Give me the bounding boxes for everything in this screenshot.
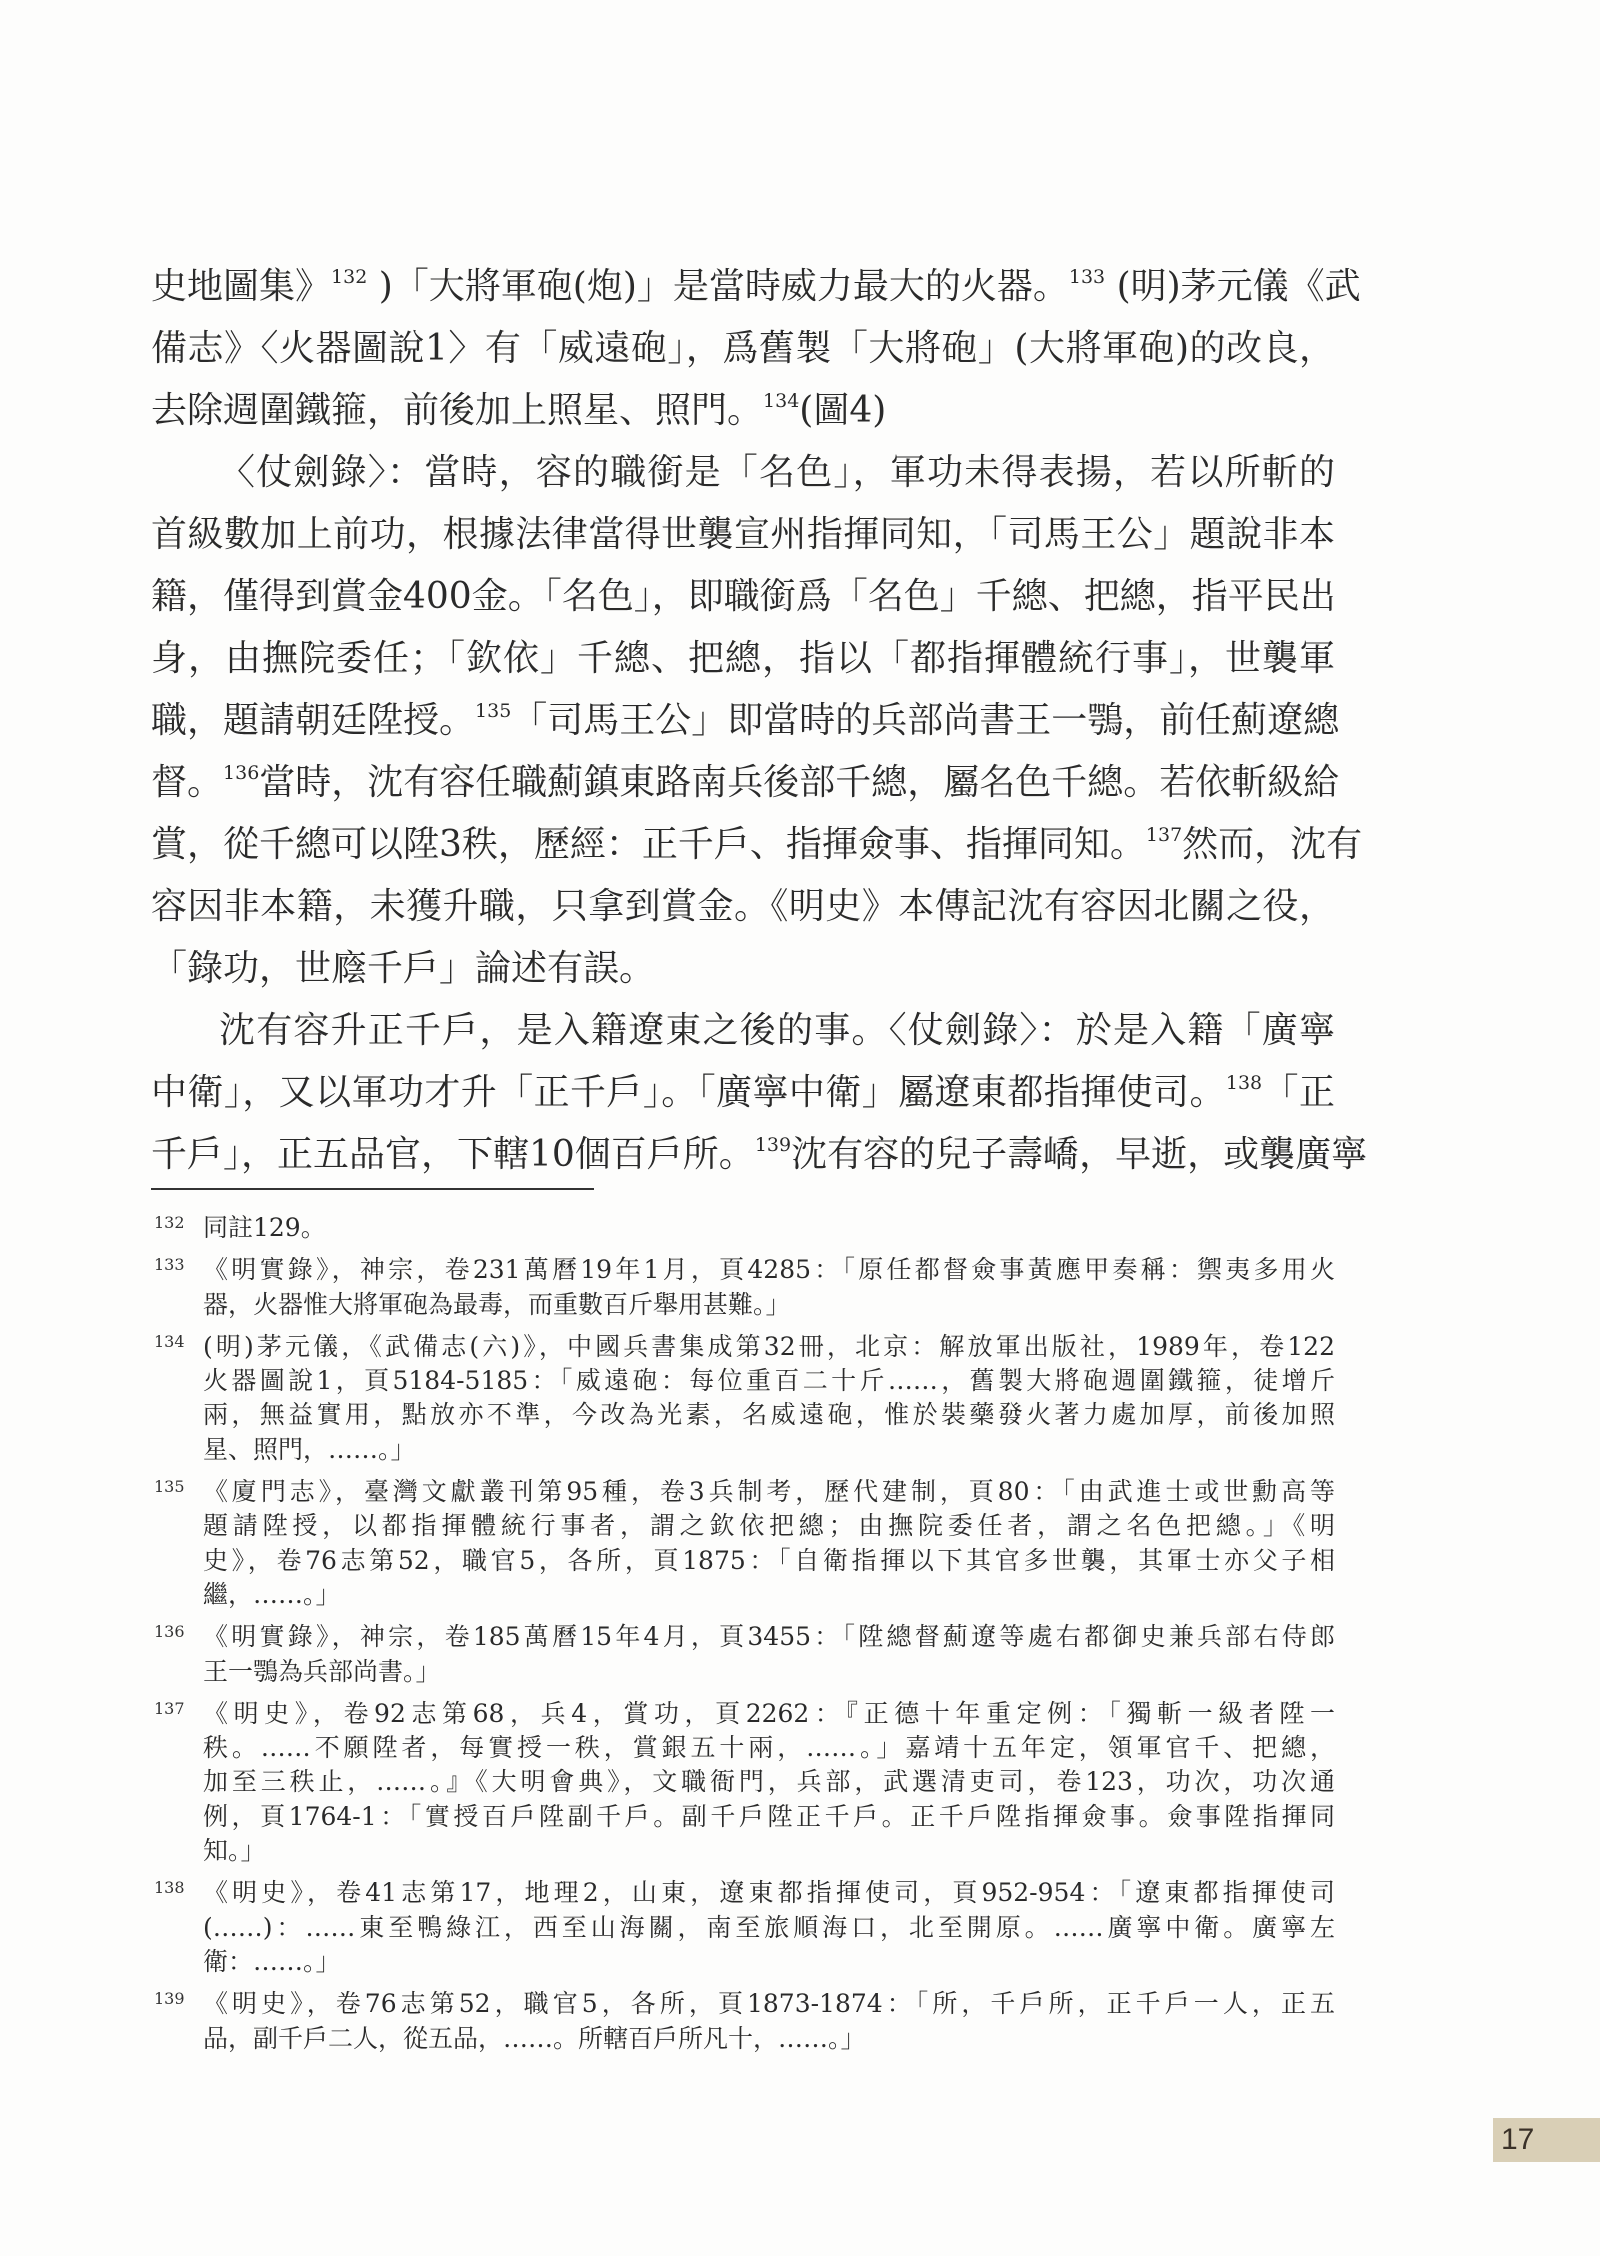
paragraph-line [151, 690, 1340, 752]
text-run: 首級數加上前功，根據法律當得世襲宣州指揮同知，「司馬王公」題說非本 [151, 514, 1335, 555]
text-run: 「正 [1262, 1072, 1335, 1113]
paragraph-line [151, 1000, 1335, 1062]
footnote [151, 1211, 1335, 1245]
footnote-number: 139 [154, 1989, 185, 2009]
footnote-ref: 134 [763, 390, 800, 412]
text-run: 容因非本籍，未獲升職，只拿到賞金。《明史》本傳記沈有容因北關之役， [151, 886, 1335, 927]
text-run: (圖4) [799, 390, 887, 431]
footnote-ref: 133 [1068, 266, 1106, 288]
footnote-line: (……)：……東至鴨綠江，西至山海關，南至旅順海口，北至開原。……廣寧中衛。廣寧左 [203, 1912, 1335, 1942]
footnote-line: 繼，……。」 [203, 1579, 341, 1609]
paragraph-line [151, 628, 1335, 690]
footnotes [151, 1211, 1335, 2064]
footnote-line: 《明史》，卷92志第68，兵4，賞功，頁2262：『正德十年重定例：「獨斬一級者陞一 [203, 1698, 1335, 1728]
footnote-line: 兩，無益實用，點放亦不準，今改為光素，名威遠砲，惟於裝藥發火著力處加厚，前後加照 [203, 1400, 1335, 1430]
footnote-line: 史》，卷76志第52，職官5，各所，頁1875：「自衛指揮以下其官多世襲，其軍士亦父子相 [203, 1545, 1335, 1575]
footnote-line: 同註129。 [203, 1213, 326, 1242]
text-run: 督。 [151, 762, 224, 803]
footnote [151, 1987, 1335, 2056]
footnote-line: 例，頁1764-1：「實授百戶陞副千戶。副千戶陞正千戶。正千戶陞指揮僉事。僉事陞指揮同 [203, 1801, 1335, 1831]
text-run: 賞，從千總可以陞3秩，歷經：正千戶、指揮僉事、指揮同知。 [151, 824, 1146, 865]
text-run: 然而，沈有 [1182, 824, 1363, 865]
footnote-number: 135 [154, 1477, 185, 1497]
text-run: (明)茅元儀《武 [1105, 266, 1361, 307]
paragraph-line [151, 566, 1335, 628]
text-run: 中衛」，又以軍功才升「正千戶」。「廣寧中衛」屬遼東都指揮使司。 [151, 1072, 1226, 1113]
paragraph-line [151, 1124, 1368, 1186]
paragraph-line [151, 442, 1335, 504]
page-number: 17 [1493, 2118, 1600, 2162]
paragraph-line [151, 256, 1361, 318]
footnote-line: 《明實錄》，神宗，卷231萬曆19年1月，頁4285：「原任都督僉事黃應甲奏稱：禦夷多用火 [203, 1255, 1335, 1285]
body-text [151, 256, 1368, 1186]
footnote-line: 加至三秩止，……。』《大明會典》，文職衙門，兵部，武選清吏司，卷123，功次，功次通 [203, 1767, 1335, 1797]
footnote-line: 衛：……。」 [203, 1946, 341, 1976]
footnote-number: 132 [154, 1213, 185, 1232]
text-run: 「司馬王公」即當時的兵部尚書王一鶚，前任薊遼總 [511, 700, 1340, 741]
text-run: 沈有容升正千戶，是入籍遼東之後的事。〈仗劍錄〉：於是入籍「廣寧 [219, 1010, 1335, 1051]
footnote-number: 137 [154, 1698, 185, 1718]
paragraph-line [151, 504, 1335, 566]
text-run: 身，由撫院委任；「欽依」千總、把總，指以「都指揮體統行事」，世襲軍 [151, 638, 1335, 679]
text-run: 職，題請朝廷陞授。 [151, 700, 476, 741]
footnote-ref: 132 [331, 266, 368, 288]
footnote-line: 《明實錄》，神宗，卷185萬曆15年4月，頁3455：「陞總督薊遼等處右都御史兼兵部右侍郎 [203, 1622, 1335, 1652]
footnote-line: 秩。……不願陞者，每實授一秩，賞銀五十兩，……。」嘉靖十五年定，領軍官千、把總， [203, 1733, 1335, 1763]
footnote-separator [151, 1188, 594, 1190]
footnote-number: 133 [154, 1255, 185, 1275]
footnote-line: (明)茅元儀，《武備志(六)》，中國兵書集成第32冊，北京：解放軍出版社，1989年，卷122 [203, 1331, 1335, 1361]
footnote-line: 器，火器惟大將軍砲為最毒，而重數百斤舉用甚難。」 [203, 1289, 791, 1319]
footnote [151, 1876, 1335, 1979]
text-run: 沈有容的兒子壽嶠，早逝，或襲廣寧 [791, 1134, 1368, 1175]
text-run: 「錄功，世廕千戶」論述有誤。 [151, 948, 656, 989]
footnote [151, 1620, 1335, 1689]
text-run: 當時，沈有容任職薊鎮東路南兵後部千總，屬名色千總。若依斬級給 [259, 762, 1340, 803]
footnote-line: 知。」 [203, 1836, 266, 1866]
text-run: 去除週圍鐵箍，前後加上照星、照門。 [151, 390, 764, 431]
footnote-ref: 139 [754, 1134, 792, 1156]
footnote-ref: 135 [475, 700, 512, 722]
paragraph-line [151, 380, 1335, 442]
paragraph-line [151, 752, 1340, 814]
footnote-line: 星、照門，……。」 [203, 1434, 416, 1464]
footnote-number: 136 [154, 1622, 185, 1642]
paragraph-line [151, 318, 1335, 380]
text-run: 千戶」，正五品官，下轄10個百戶所。 [151, 1134, 755, 1175]
footnote-line: 《明史》，卷76志第52，職官5，各所，頁1873-1874：「所，千戶所，正千戶一人，正五 [203, 1989, 1335, 2019]
footnote-line: 《明史》，卷41志第17，地理2，山東，遼東都指揮使司，頁952-954：「遼東都指揮使司 [203, 1878, 1335, 1908]
footnote-line: 題請陞授，以都指揮體統行事者，謂之欽依把總；由撫院委任者，謂之名色把總。」《明 [203, 1511, 1335, 1541]
footnote-ref: 138 [1225, 1072, 1263, 1094]
paragraph-line [151, 938, 1335, 1000]
footnote-ref: 137 [1145, 824, 1183, 846]
footnote-number: 134 [154, 1331, 185, 1351]
footnote-ref: 136 [223, 762, 260, 784]
footnote [151, 1475, 1335, 1612]
footnote-number: 138 [154, 1878, 185, 1898]
footnote-line: 品，副千戶二人，從五品，……。所轄百戶所凡十，……。」 [203, 2023, 866, 2053]
paragraph-line [151, 814, 1363, 876]
footnote-line: 《廈門志》，臺灣文獻叢刊第95種，卷3兵制考，歷代建制，頁80：「由武進士或世勳高等 [203, 1477, 1335, 1507]
text-run: 史地圖集》 [151, 266, 332, 307]
footnote [151, 1253, 1335, 1322]
paragraph-line [151, 876, 1335, 938]
footnote [151, 1330, 1335, 1467]
text-run: )「大將軍砲(炮)」是當時威力最大的火器。 [367, 266, 1069, 307]
text-run: 籍，僅得到賞金400金。「名色」，即職銜爲「名色」千總、把總，指平民出 [151, 576, 1336, 617]
text-run: 〈仗劍錄〉：當時，容的職銜是「名色」，軍功未得表揚，若以所斬的 [219, 452, 1335, 493]
footnote-line: 王一鶚為兵部尚書。」 [203, 1656, 441, 1686]
footnote [151, 1697, 1335, 1868]
paragraph-line [151, 1062, 1335, 1124]
text-run: 備志》〈火器圖說1〉有「威遠砲」，爲舊製「大將砲」(大將軍砲)的改良， [151, 328, 1335, 369]
footnote-line: 火器圖說1，頁5184-5185：「威遠砲：每位重百二十斤……，舊製大將砲週圍鐵箍，徒增斤 [203, 1366, 1335, 1396]
